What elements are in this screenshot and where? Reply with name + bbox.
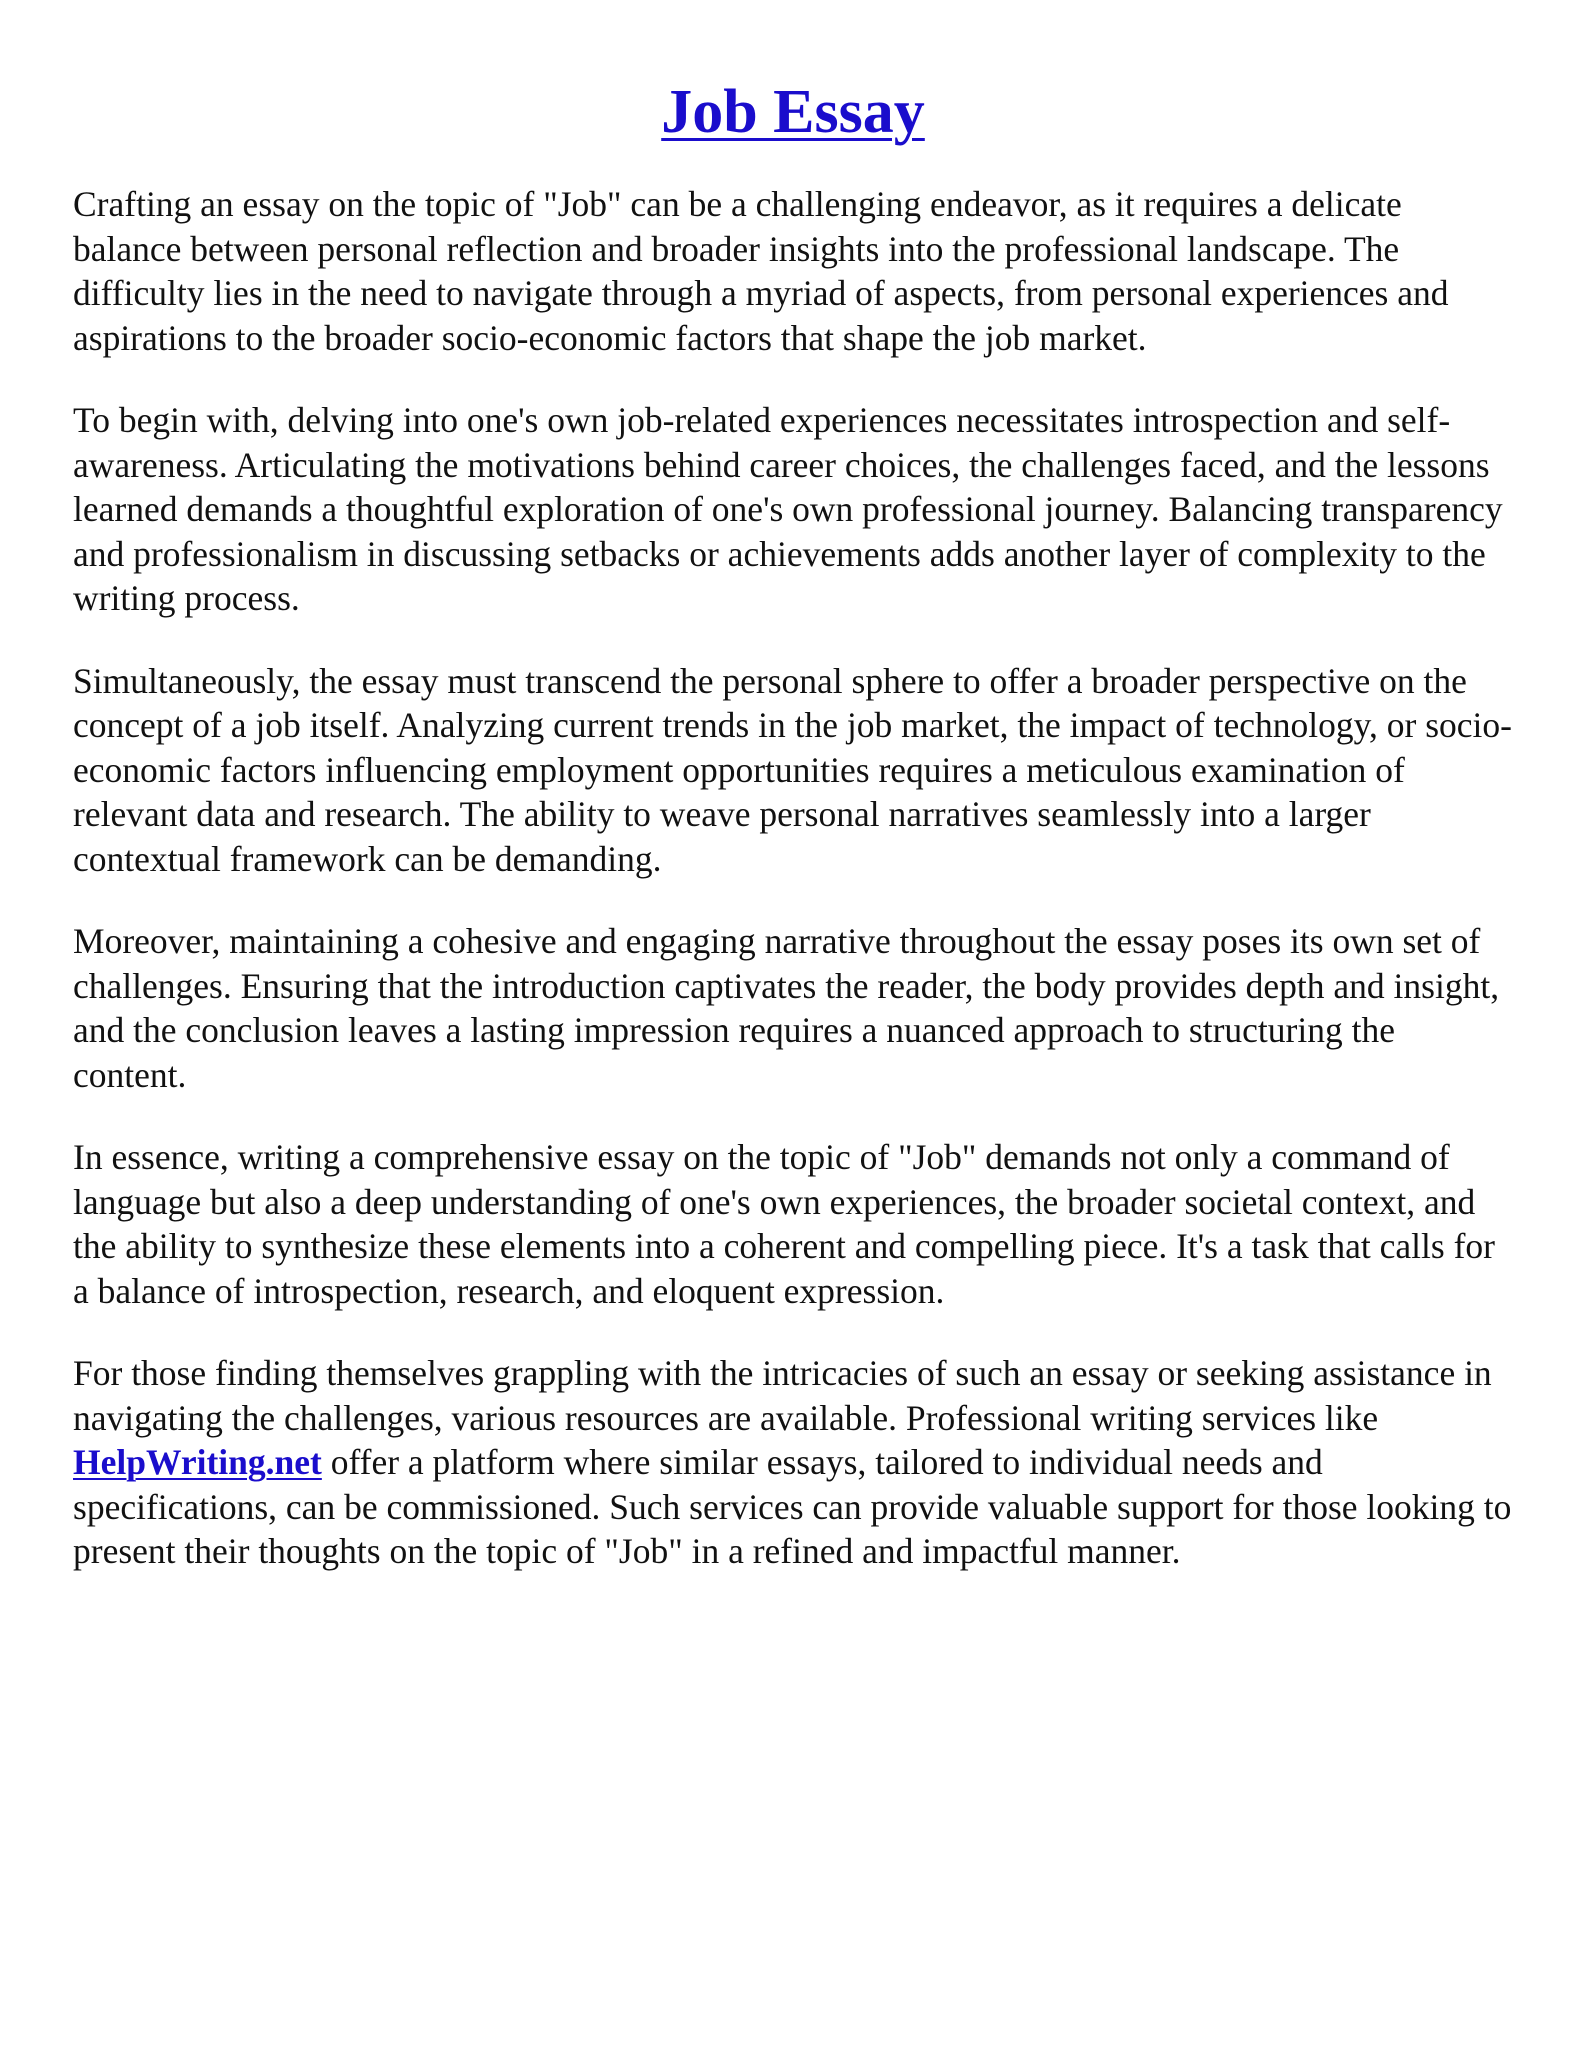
paragraph-6	[73, 1351, 1513, 1574]
helpwriting-link[interactable]: HelpWriting.net	[73, 1442, 322, 1482]
document-page	[73, 72, 1513, 1612]
paragraph-3: Simultaneously, the essay must transcend the personal sphere to offer a broader perspective on the concept of a job itself. Analyzing current trends in the job market, the impact of technology, or socio-economic factors influencing employment opportunities requires a meticulous examination of relevant data and research. The ability to weave personal narratives seamlessly into a larger contextual framework can be demanding.	[73, 660, 1512, 879]
title-container	[73, 72, 1513, 152]
document-title-link[interactable]: Job Essay	[661, 78, 925, 146]
paragraph-4: Moreover, maintaining a cohesive and engaging narrative throughout the essay poses its own set of challenges. Ensuring that the introduction captivates the reader, the body provides depth and insight, and the conclusion leaves a lasting impression requires a nuanced approach to structuring the content.	[73, 921, 1500, 1095]
paragraph-2: To begin with, delving into one's own job-related experiences necessitates introspection and self-awareness. Articulating the motivations behind career choices, the challenges faced, and the lessons learned demands a thoughtful exploration of one's own professional journey. Balancing transparency and professionalism in discussing setbacks or achievements adds another layer of complexity to the writing process.	[73, 400, 1503, 618]
paragraph-6-after-link: offer a platform where similar essays, tailored to individual needs and specifications, can be commissioned. Such services can provide valuable support for those looking to present their thoughts on the topic of "Job" in a refined and impactful manner.	[73, 1442, 1512, 1571]
paragraph-1: Crafting an essay on the topic of "Job" can be a challenging endeavor, as it requires a delicate balance between personal reflection and broader insights into the professional landscape. The difficulty lies in the need to navigate through a myriad of aspects, from personal experiences and aspirations to the broader socio-economic factors that shape the job market.	[73, 184, 1449, 358]
paragraph-6-before-link: For those finding themselves grappling with the intricacies of such an essay or seeking assistance in navigating the challenges, various resources are available. Professional writing services like	[73, 1353, 1492, 1438]
paragraph-5: In essence, writing a comprehensive essay on the topic of "Job" demands not only a command of language but also a deep understanding of one's own experiences, the broader societal context, and the ability to synthesize these elements into a coherent and compelling piece. It's a task that calls for a balance of introspection, research, and eloquent expression.	[73, 1137, 1495, 1311]
